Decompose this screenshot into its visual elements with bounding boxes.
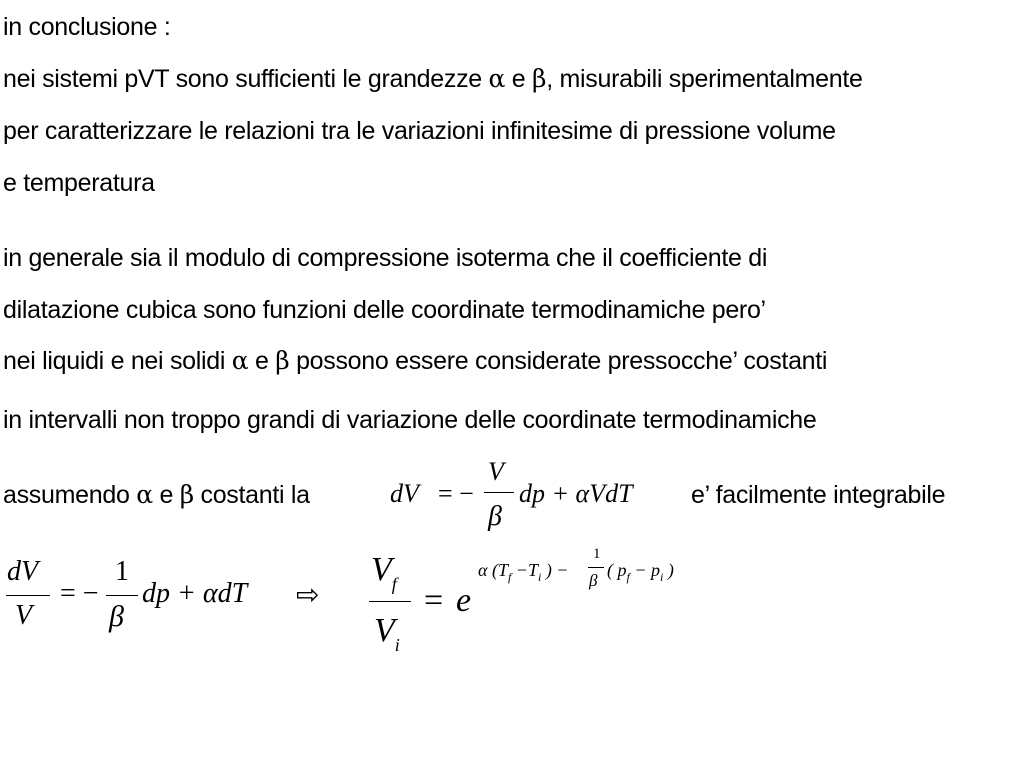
text-line-8: in intervalli non troppo grandi di variazione delle coordinate termodinamiche [3,406,817,434]
eq3-numerator-sub: f [391,574,397,594]
eq2-lhs-numerator: dV [7,556,39,587]
eq3-exp-a-end: ) − [541,560,569,580]
eq3-base-e: e [456,582,472,619]
eq1-equals: = − [438,479,474,508]
eq3-exp-b-end: ) [663,560,674,580]
text-line-2-part-c: , misurabili sperimentalmente [546,65,863,93]
beta-symbol: β [275,346,290,375]
alpha-symbol: α [136,480,153,509]
text-line-4: e temperatura [3,169,155,197]
text-line-2-part-a: nei sistemi pVT sono sufficienti le grandezze [3,65,489,93]
eq2-fraction-bar [106,595,138,596]
eq3-equals: = [424,582,444,619]
text-line-9 [3,480,310,510]
text-line-9-tail: e’ facilmente integrabile [691,481,946,509]
eq3-exp-b-sub1: f [626,570,630,584]
eq2-lhs-denominator: V [15,600,33,631]
eq3-exp-b: ( p [607,560,627,580]
text-line-9-part-b: e [152,481,180,509]
eq2-rhs: dp + αdT [142,578,248,609]
eq1-lhs: dV [390,479,419,508]
text-line-1: in conclusione : [3,13,171,41]
eq3-exp-frac-num: 1 [593,546,601,562]
eq1-fraction-bar [484,492,514,493]
text-line-7-part-a: nei liquidi e nei solidi [3,347,232,375]
text-line-2-part-b: e [505,65,533,93]
eq3-denominator-sub: i [394,635,400,655]
eq3-fraction-bar [369,601,411,602]
eq3-exp-a-sub2: i [537,570,542,584]
eq3-numerator [371,551,397,594]
eq3-denominator-v: V [374,612,395,649]
eq1-rhs: dp + αVdT [519,479,633,508]
eq3-exponent-part-a [478,560,569,584]
eq3-denominator [374,612,400,655]
eq3-exp-a-mid: −T [511,560,538,580]
eq1-fraction-denominator: β [488,501,502,532]
alpha-symbol: α [231,346,249,375]
text-line-9-part-c: costanti la [193,481,310,509]
eq3-exp-a: α (T [478,560,508,580]
alpha-symbol: α [488,64,506,93]
eq3-exp-b-sub2: i [660,570,664,584]
implies-arrow-icon: ⇨ [296,578,320,611]
eq1-fraction-numerator: V [488,457,504,486]
eq3-exp-frac-bar [588,567,604,568]
eq2-equals: = − [60,578,99,609]
text-line-7-part-c: possono essere considerate pressocche’ costanti [289,347,828,375]
eq3-numerator-v: V [371,551,392,588]
beta-symbol: β [179,480,194,509]
eq2-lhs-bar [6,595,50,596]
text-line-9-part-a: assumendo [3,481,137,509]
text-line-6: dilatazione cubica sono funzioni delle coordinate termodinamiche pero’ [3,296,766,324]
text-line-5: in generale sia il modulo di compressione isoterma che il coefficiente di [3,244,768,272]
text-line-7 [3,346,827,376]
text-line-7-part-b: e [248,347,276,375]
eq3-exp-frac-den: β [589,571,598,590]
eq3-exp-a-sub1: f [507,570,512,584]
eq3-exponent-part-b [607,560,674,584]
text-line-3: per caratterizzare le relazioni tra le variazioni infinitesime di pressione volume [3,117,836,145]
beta-symbol: β [532,64,547,93]
eq2-fraction-numerator: 1 [115,556,129,587]
text-line-2 [3,64,863,94]
eq2-fraction-denominator: β [109,600,124,633]
eq3-exp-b-mid: − p [629,560,660,580]
